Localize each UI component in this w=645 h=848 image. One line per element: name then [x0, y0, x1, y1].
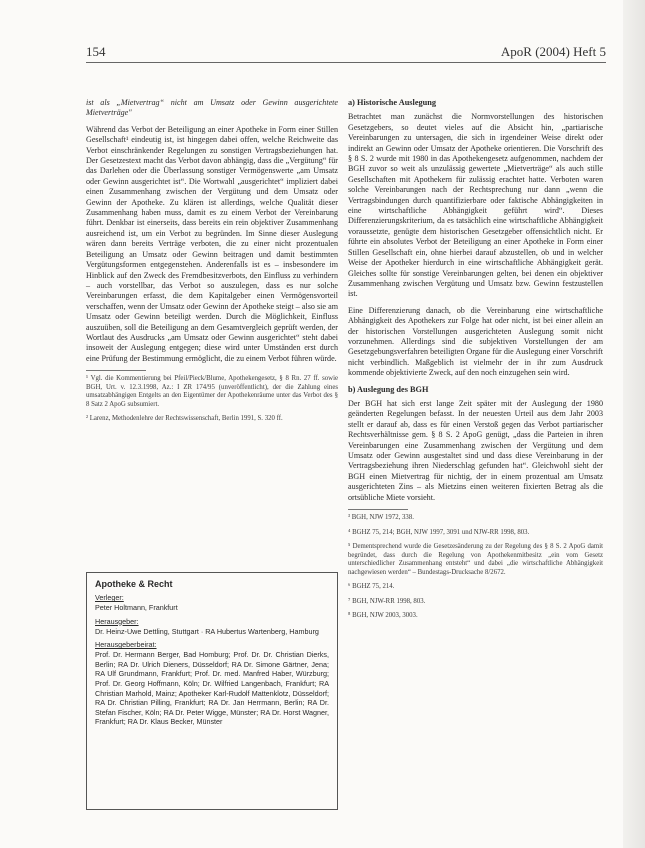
header-rule — [86, 62, 606, 63]
right-column — [348, 98, 603, 627]
page-number: 154 — [86, 44, 106, 59]
footnote: ³ BGH, NJW 1972, 338. — [348, 514, 414, 522]
editors-value: Dr. Heinz-Uwe Dettling, Stuttgart · RA Hubertus Wartenberg, Hamburg — [95, 626, 319, 636]
publisher-label: Verleger: — [95, 593, 124, 602]
editors-label: Herausgeber: — [95, 616, 139, 626]
masthead-title: Apotheke & Recht — [95, 579, 173, 589]
footnote: ⁷ BGH, NJW-RR 1998, 803. — [348, 597, 426, 605]
page-header — [86, 44, 606, 62]
footnote: ⁵ Dementsprechend wurde die Gesetzesänderung zu der Regelung des § 8 S. 2 ApoG damit begründet, dass durch die Regelung von Apothekenmitbesitz „ein vom Gesetz unterschiedlicher Zusammenhang entsteht“ und dabei „die wirtschaftliche Abhängigkeit nachgewiesen werden“ – Bundestags-Drucksache 8/2672. — [348, 543, 603, 576]
intro-text: ist als „Mietvertrag“ nicht am Umsatz oder Gewinn ausgerichtete Mietverträge" — [86, 98, 338, 118]
journal-title: ApoR (2004) Heft 5 — [500, 44, 606, 59]
footnote-rule — [86, 370, 146, 371]
footnote: ¹ Vgl. die Kommentierung bei Pfeil/Pieck/Blume, Apothekengesetz, § 8 Rn. 27 ff. sowie BGH, Urt. v. 12.3.1998, Az.: I ZR 174/95 (unveröffentlicht), der die Zahlung eines umsatzabhängigen Entgelts an den Eigentümer der Apothekenräume unter das Verbot des § 8 Satz 2 ApoG subsumiert. — [86, 375, 338, 408]
body-paragraph: Betrachtet man zunächst die Normvorstellungen des historischen Gesetzgebers, so deutet vieles auf die Absicht hin, „partiarische Vereinbarungen zu untersagen, die sich in irgendeiner Weise direkt oder indirekt an Gewinn oder Umsatz der Apotheke orientieren. Die Vorschrift des § 8 S. 2 wurde mit 1980 in das Apothekengesetz aufgenommen, nachdem der BGH zuvor so weit als unzulässig gewertete „Mietverträge“ als auch stille Gesellschaften mit Apothekern für zulässig erachtet hatte. Verboten waren solche Vereinbarungen nach der Rechtsprechung nur dann „wenn die Vertragsbindungen durch quantifizierbare oder faktische Abhängigkeiten in eine wirtschaftliche Abhängigkeit geführt wird“. Dieses Differenzierungskriterium, da es tatsächlich eine wirtschaftliche Abhängigkeit voraussetzte, genügte dem historischen Gesetzgeber offensichtlich nicht. Er führte ein absolutes Verbot der Beteiligung an einer Apotheke in Form einer Stillen Gesellschaft ein, ohne hierbei darauf abzustellen, ob und in welcher Weise der Apotheker hierdurch in eine wirtschaftliche Abhängigkeit gerät. Gleiches sollte für sonstige Vereinbarungen gelten, bei denen ein objektiver Zusammenhang zwischen Vergütung und Umsatz bzw. Gewinn festzustellen ist. — [348, 112, 603, 299]
footnote: ⁴ BGHZ 75, 214; BGH, NJW 1997, 3091 und NJW-RR 1998, 803. — [348, 528, 530, 536]
footnote: ⁸ BGH, NJW 2003, 3003. — [348, 612, 418, 620]
scan-edge — [623, 0, 645, 848]
publisher-value: Peter Holtmann, Frankfurt — [95, 603, 178, 612]
footnote-rule — [348, 509, 408, 510]
masthead-box — [86, 572, 338, 810]
body-paragraph: Eine Differenzierung danach, ob die Vereinbarung eine wirtschaftliche Abhängigkeit des Apothekers zur Folge hat oder nicht, ist bei einer allein an der historischen Vorstellungen ausgerichteten Auslegung somit nicht vorzunehmen. Allerdings sind die subjektiven Vorstellungen der am Gesetzgebungsverfahren beteiligten Organe für die Auslegung einer Vorschrift nicht verbindlich. Maßgeblich ist vielmehr der in ihr zum Ausdruck kommende objektivierte Zweck, auf den noch einzugehen sein wird. — [348, 305, 603, 378]
footnote: ⁶ BGHZ 75, 214. — [348, 583, 395, 591]
body-paragraph: Der BGH hat sich erst lange Zeit später mit der Auslegung der 1980 geänderten Regelungen befasst. In der neuesten Urteil aus dem Jahr 2003 stellt er darauf ab, dass es für einen Verstoß gegen das Verbot partiarischer Rechtsverhältnisse gem. § 8 S. 2 ApoG genügt, „dass die Parteien in ihren Vereinbarungen eine Zusammenhang zwischen der Vergütung und dem Umsatz oder Gewinn ausgestaltet sind und dass diese Vereinbarung in der Vertragsbeziehung ihren Niederschlag gefunden hat“. Gleichwohl sieht der BGH einen Mietvertrag für nichtig, der in einem prozentual am Umsatz ausgerichteten Zins – als Mietzins einen weiteren fixierten Betrag als die ortsübliche Miete vorsieht. — [348, 398, 603, 502]
body-paragraph: Während das Verbot der Beteiligung an einer Apotheke in Form einer Stillen Gesellschaft¹ eindeutig ist, ist hingegen dabei offen, welche Reichweite das Verbot einschränkender Regelungen zu sonstigen Vertragsbeziehungen hat. Der Gesetzestext macht das Verbot davon abhängig, dass die „Vergütung“ für das Darlehen oder die Überlassung sonstiger Vermögenswerte „am Umsatz oder Gewinn ausgerichtet ist“. Die Wortwahl „ausgerichtet“ impliziert dabei einen Zusammenhang zwischen der Vergütung und dem Umsatz oder Gewinn der Apotheke. Zu klären ist allerdings, welche Qualität dieser Zusammenhang haben muss, damit es zu einem Verbot der Vereinbarung führt. Denkbar ist einerseits, dass bereits ein rein objektiver Zusammenhang ausreichend ist, um ein Verbot zu begründen. Im Sinne dieser Auslegung wären dann bereits Verträge verboten, die zu einer nicht prozentualen Beteiligung an Umsatz oder Gewinn beitragen und damit bestimmten Vergütungsformen entgegenstehen. Anderenfalls ist es – insbesondere im Hinblick auf den Zweck des Fremdbesitzverbots, den Einfluss zu verhindern – auch vorstellbar, das Verbot so auszulegen, dass es nur solche Vereinbarungen erfasst, die dem Kapitalgeber einen Vermögensvorteil verschaffen, wenn der Umsatz oder Gewinn der Apotheke steigt – also sie am Umsatz oder Gewinn beteiligt werden. Durch die Möglichkeit, Einfluss auszuüben, soll die Beteiligung an dem Gesamtvergleich geprüft werden, der Wortlaut des Ausdrucks „am Umsatz oder Gewinn ausgerichtet“ steht dabei insoweit der Auslegung entgegen; diese wird unter Umständen erst durch eine Prüfung der Bestimmung ermöglicht, die zu einem Verbot führen würde. — [86, 124, 338, 363]
advisory-value: Prof. Dr. Hermann Berger, Bad Homburg; Prof. Dr. Dr. Christian Dierks, Berlin; RA Dr. Ulrich Dieners, Düsseldorf; RA Dr. Simone Gärtner, Jena; RA Ulf Grundmann, Frankfurt; Prof. Dr. med. Manfred Haber, Würzburg; Prof. Dr. Georg Hoffmann, Köln; Dr. Wilfried Langenbach, Frankfurt; RA Christian Marhold, Mainz; Apotheker Karl-Rudolf Mattenklotz, Düsseldorf; RA Dr. Christian Pilling, Frankfurt; RA Dr. Jan Herrmann, Berlin; RA Dr. Stefan Fischer, Köln; RA Dr. Peter Wigge, Münster; RA Dr. Horst Wagner, Frankfurt; RA Dr. Klaus Becker, Münster — [95, 650, 329, 727]
advisory-label: Herausgeberbeirat: — [95, 640, 157, 650]
footnote: ² Larenz, Methodenlehre der Rechtswissenschaft, Berlin 1991, S. 320 ff. — [86, 415, 283, 423]
left-column — [86, 98, 338, 430]
section-heading: b) Auslegung des BGH — [348, 384, 429, 394]
section-heading: a) Historische Auslegung — [348, 98, 437, 107]
